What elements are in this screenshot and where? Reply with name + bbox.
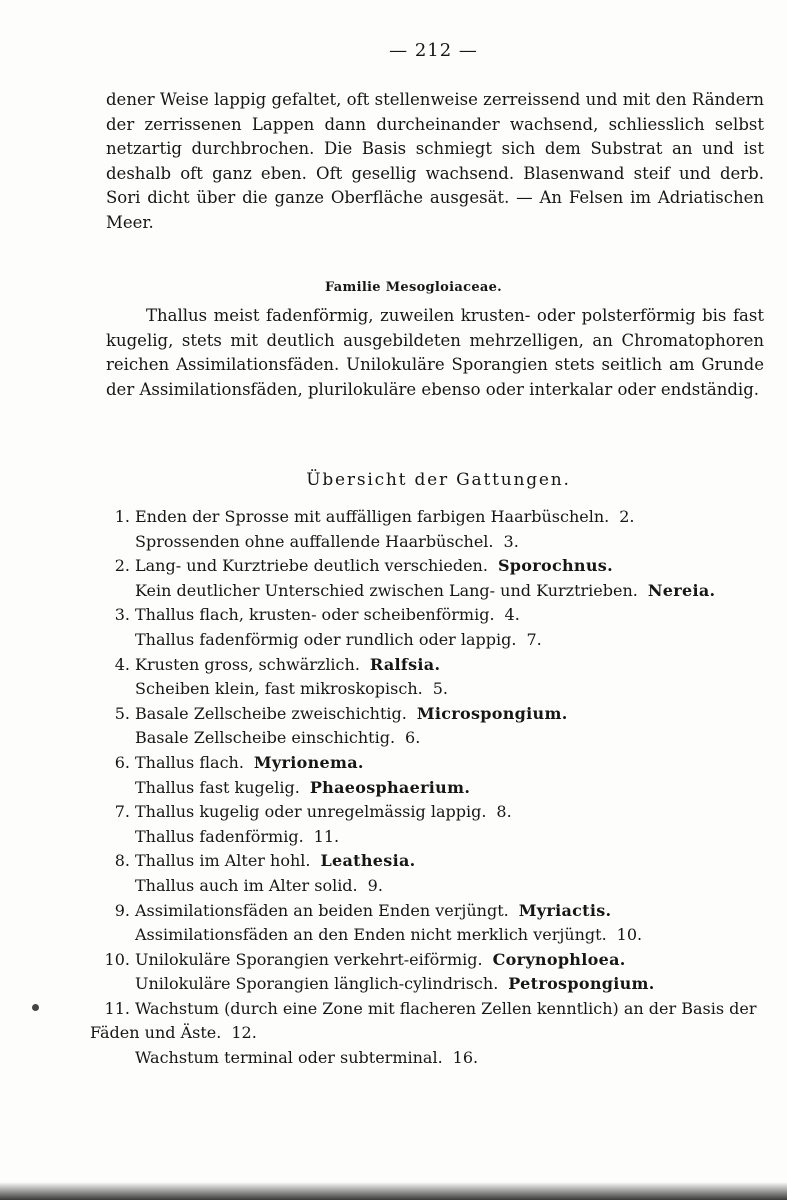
key-entry-number: 3.: [114, 605, 130, 625]
genus-name: Myriactis.: [518, 900, 612, 920]
key-option-b: Sprossenden ohne auffallende Haarbüschel.: [135, 531, 494, 551]
key-option-b: Kein deutlicher Unterschied zwischen Lang- und Kurztrieben.: [135, 580, 638, 600]
key-reference: 3.: [503, 531, 519, 551]
genus-name: Corynophloea.: [492, 949, 626, 969]
key-entry: [90, 899, 760, 948]
key-reference: 4.: [504, 605, 520, 625]
page-number: — 212 —: [389, 40, 478, 61]
key-reference: 11.: [313, 826, 340, 846]
key-option-a: Krusten gross, schwärzlich.: [135, 654, 360, 674]
genus-name: Petrospongium.: [508, 974, 655, 994]
key-option-b: Thallus auch im Alter solid.: [135, 875, 358, 895]
key-reference: 5.: [432, 679, 448, 699]
key-option-a: Assimilationsfäden an beiden Enden verjüngt.: [135, 900, 509, 920]
key-entry: [90, 997, 760, 1071]
scan-speck: [32, 1004, 39, 1011]
key-option-b: Unilokuläre Sporangien länglich-cylindrisch.: [135, 974, 499, 994]
key-reference: 10.: [616, 925, 643, 945]
key-reference: 16.: [452, 1048, 479, 1068]
family-description: Thallus meist fadenförmig, zuweilen krusten- oder polsterförmig bis fast kugelig, stets mit deutlich ausgebildeten mehrzelligen, an Chromatophoren reichen Assimilationsfäden. Unilokuläre Sporangien stets seitlich am Grunde der Assimilationsfäden, plurilokuläre ebenso oder interkalar oder endständig.: [106, 306, 764, 399]
key-entry-number: 2.: [114, 556, 130, 576]
key-option-a: Wachstum (durch eine Zone mit flacheren Zellen kenntlich) an der Basis der Fäden und Äste.: [90, 998, 757, 1043]
genus-name: Myrionema.: [253, 752, 364, 772]
key-entry-number: 10.: [104, 949, 130, 969]
key-option-b: Basale Zellscheibe einschichtig.: [135, 728, 396, 748]
key-reference: 12.: [231, 1023, 257, 1043]
intro-paragraph: dener Weise lappig gefaltet, oft stellenweise zerreissend und mit den Rändern der zerrissenen Lappen dann durcheinander wachsend, schliesslich selbst netzartig durchbrochen. Die Basis schmiegt sich dem Substrat an und ist deshalb oft ganz eben. Oft gesellig wachsend. Blasenwand steif und derb. Sori dicht über die ganze Oberfläche ausgesät. — An Felsen im Adriatischen Meer.: [106, 90, 764, 232]
key-entry-number: 8.: [114, 851, 130, 871]
family-heading: Familie Mesogloiaceae.: [324, 280, 503, 295]
key-entry-number: 6.: [114, 752, 130, 772]
key-entry: [90, 849, 760, 898]
genus-name: Sporochnus.: [497, 556, 613, 576]
key-entry-number: 5.: [114, 703, 130, 723]
key-reference: 2.: [619, 507, 635, 526]
key-option-a: Thallus im Alter hohl.: [135, 851, 311, 871]
key-entry-number: 9.: [114, 900, 130, 920]
key-entry-number: 7.: [114, 802, 130, 822]
key-reference: 7.: [526, 629, 542, 649]
genus-name: Leathesia.: [320, 851, 416, 871]
key-option-a: Enden der Sprosse mit auffälligen farbigen Haarbüscheln.: [135, 507, 610, 526]
key-entry: [90, 702, 760, 751]
key-option-b: Assimilationsfäden an den Enden nicht merklich verjüngt.: [135, 925, 607, 945]
key-entry-number: 4.: [114, 654, 130, 674]
key-entry: [90, 653, 760, 702]
key-option-a: Thallus kugelig oder unregelmässig lappig.: [135, 802, 487, 822]
section-heading: Übersicht der Gattungen.: [306, 470, 571, 490]
key-reference: 8.: [496, 802, 512, 822]
key-reference: 9.: [367, 875, 383, 895]
key-entry-number: 11.: [104, 998, 130, 1018]
key-option-a: Thallus flach, krusten- oder scheibenförmig.: [135, 605, 495, 625]
key-entry: [90, 800, 760, 849]
key-option-b: Thallus fadenförmig oder rundlich oder lappig.: [135, 629, 517, 649]
key-option-b: Thallus fadenförmig.: [135, 826, 304, 846]
key-option-a: Basale Zellscheibe zweischichtig.: [135, 703, 407, 723]
genus-name: Nereia.: [647, 580, 716, 600]
key-option-a: Lang- und Kurztriebe deutlich verschieden.: [135, 556, 488, 576]
key-option-b: Scheiben klein, fast mikroskopisch.: [135, 679, 423, 699]
genus-name: Ralfsia.: [369, 654, 441, 674]
key-entry: [90, 505, 760, 554]
key-entry: [90, 948, 760, 997]
genus-key: [90, 505, 760, 1071]
key-entry: [90, 751, 760, 800]
key-entry: [90, 554, 760, 603]
key-option-a: Thallus flach.: [135, 752, 244, 772]
key-entry: [90, 603, 760, 652]
key-option-b: Wachstum terminal oder subterminal.: [135, 1048, 443, 1068]
genus-name: Microspongium.: [416, 703, 568, 723]
scan-edge: [0, 1182, 787, 1200]
key-option-a: Unilokuläre Sporangien verkehrt-eiförmig.: [135, 949, 483, 969]
key-entry-number: 1.: [114, 507, 130, 526]
genus-name: Phaeosphaerium.: [309, 777, 471, 797]
key-reference: 6.: [405, 728, 421, 748]
key-option-b: Thallus fast kugelig.: [135, 777, 300, 797]
